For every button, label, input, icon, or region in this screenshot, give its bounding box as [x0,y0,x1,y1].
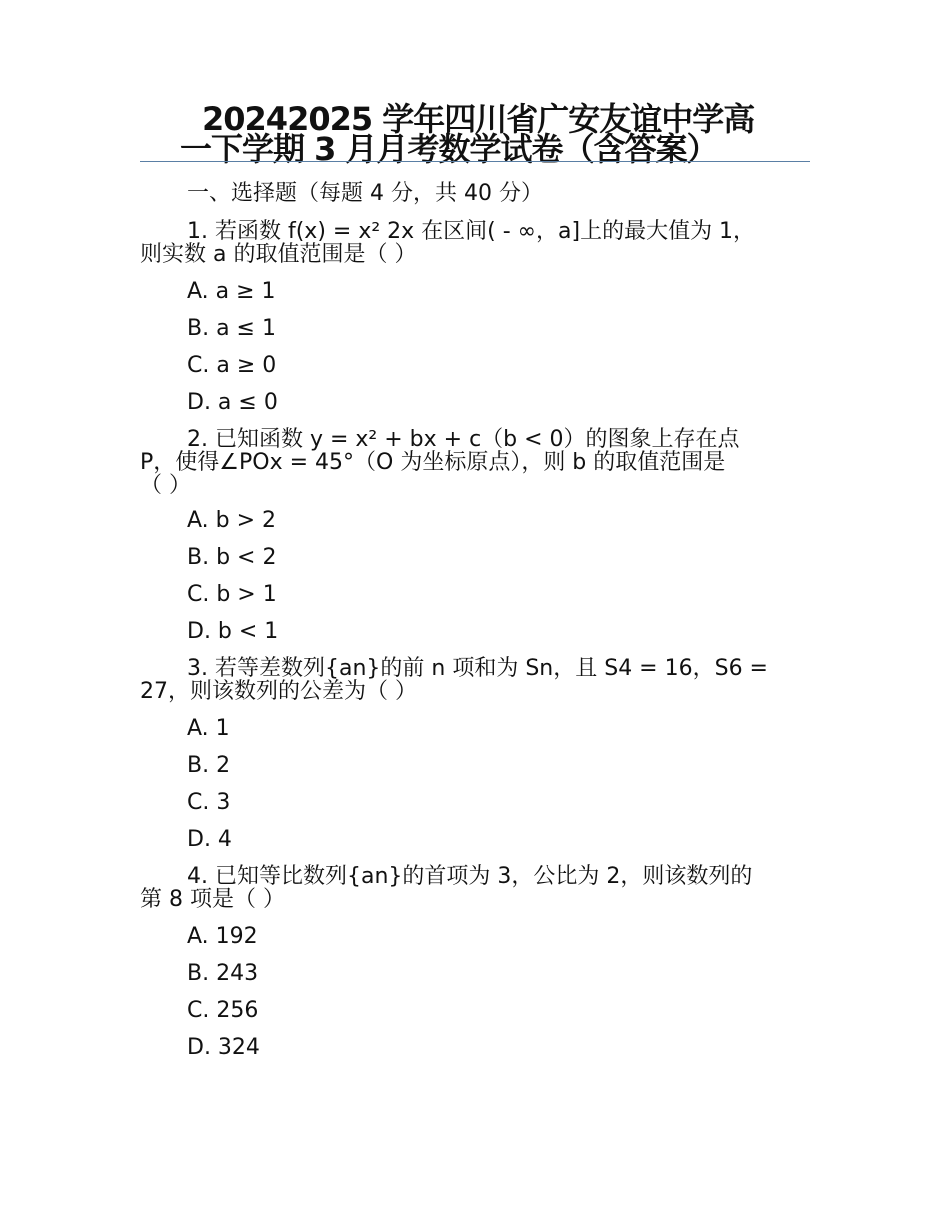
section-heading: 一、选择题（每题 4 分，共 40 分） [187,181,543,206]
question-2-option-c: C. b > 1 [187,582,277,607]
question-3-option-c: C. 3 [187,790,231,815]
question-2-stem-line-1: 2. 已知函数 y = x² + bx + c（b < 0）的图象上存在点 [187,427,740,452]
question-2-option-d: D. b < 1 [187,619,279,644]
title-line-2: 一下学期 3 月月考数学试卷（含答案） [180,130,718,168]
question-1-option-a: A. a ≥ 1 [187,279,276,304]
question-3-option-d: D. 4 [187,827,232,852]
title-line-1: 20242025 学年四川省广安友谊中学高 [202,100,755,138]
question-1-stem-line-2: 则实数 a 的取值范围是（ ） [140,242,417,267]
document-title [140,100,810,168]
question-3-option-b: B. 2 [187,753,231,778]
title-underline [140,161,810,162]
question-1-stem-line-1: 1. 若函数 f(x) = x² 2x 在区间( - ∞，a]上的最大值为 1， [187,219,756,244]
question-4-option-c: C. 256 [187,998,259,1023]
question-1-option-b: B. a ≤ 1 [187,316,276,341]
question-1-option-d: D. a ≤ 0 [187,390,278,415]
question-1-option-c: C. a ≥ 0 [187,353,277,378]
question-4-option-d: D. 324 [187,1035,260,1060]
question-2-option-a: A. b > 2 [187,508,277,533]
question-4-stem-line-1: 4. 已知等比数列{an}的首项为 3，公比为 2，则该数列的 [187,864,753,889]
question-3-option-a: A. 1 [187,716,230,741]
question-2-option-b: B. b < 2 [187,545,277,570]
question-4-option-b: B. 243 [187,961,259,986]
question-3-stem-line-2: 27，则该数列的公差为（ ） [140,679,417,704]
question-2-stem-line-3: （ ） [140,473,191,498]
question-4-stem-line-2: 第 8 项是（ ） [140,887,285,912]
question-4-option-a: A. 192 [187,924,258,949]
question-2-stem-line-2: P，使得∠POx = 45°（O 为坐标原点），则 b 的取值范围是 [140,450,726,475]
question-3-stem-line-1: 3. 若等差数列{an}的前 n 项和为 Sn，且 S4 = 16，S6 = [187,656,768,681]
